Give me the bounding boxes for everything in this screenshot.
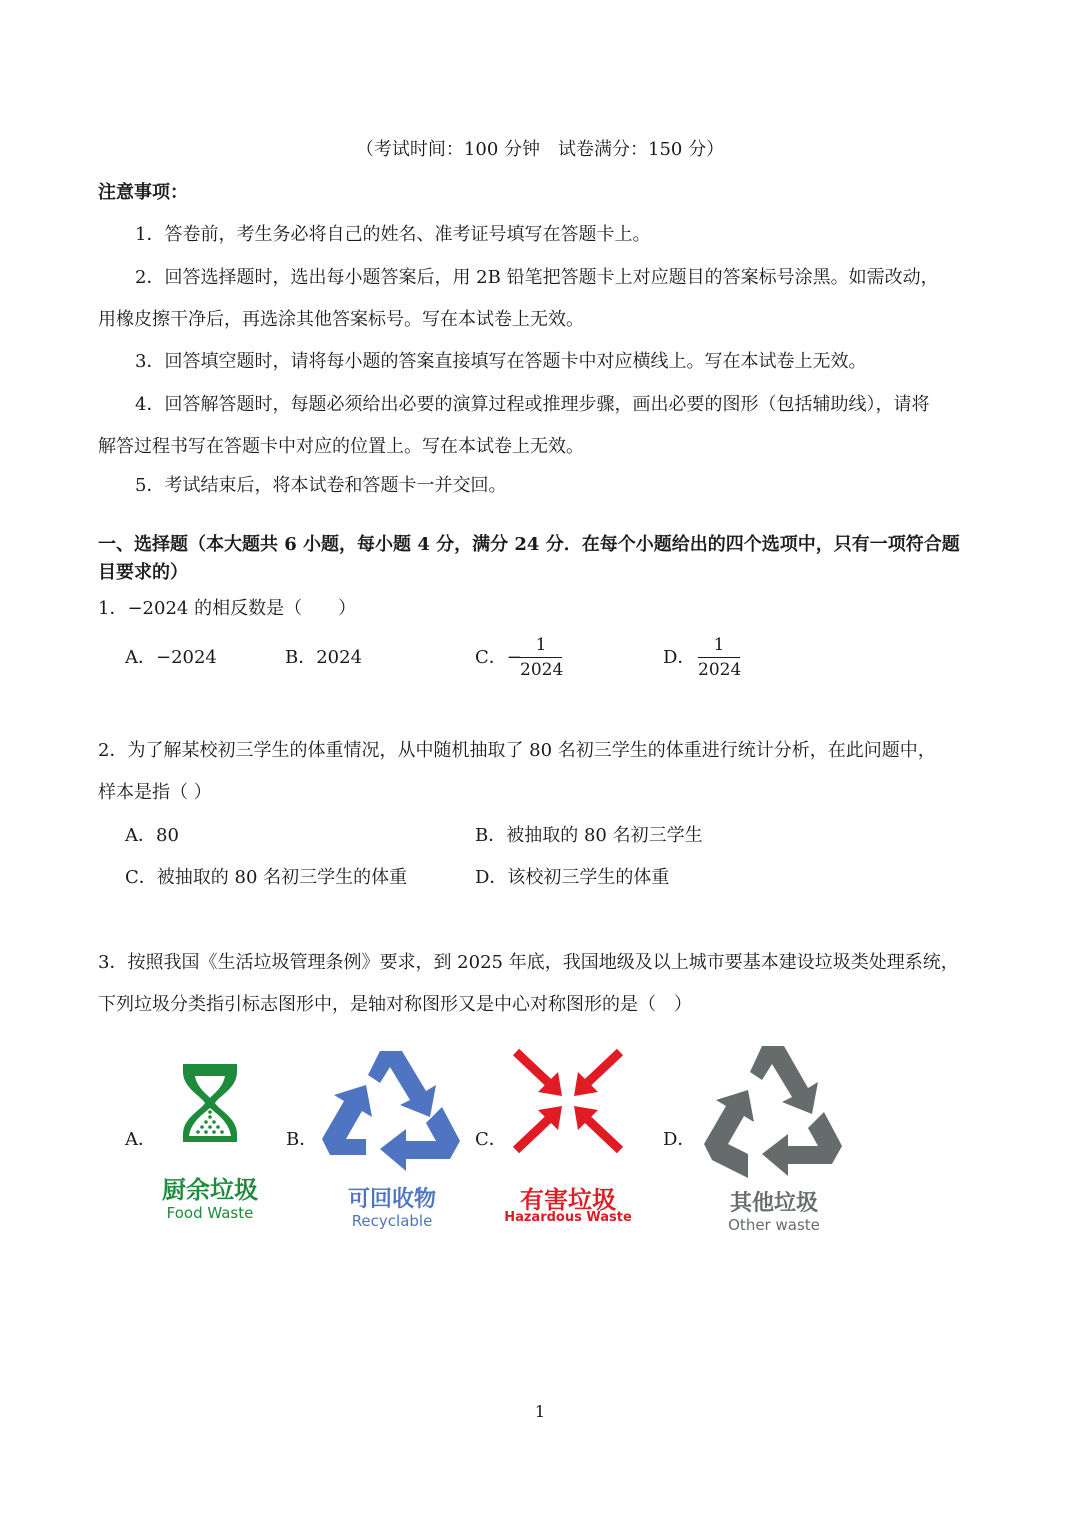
q1-option-c-label: C．−	[475, 647, 522, 668]
logo-a-en: Food Waste	[166, 1204, 254, 1222]
notice-title: 注意事项：	[98, 182, 188, 203]
logo-d-en: Other waste	[728, 1216, 820, 1234]
fraction-bar	[698, 657, 740, 658]
notice-item: 3．回答填空题时，请将每小题的答案直接填写在答题卡中对应横线上。写在本试卷上无效。	[135, 351, 867, 372]
q3-option-c-label: C．	[475, 1129, 507, 1150]
q3-option-d-label: D．	[663, 1129, 696, 1150]
notice-item: 2．回答选择题时，选出每小题答案后，用 2B 铅笔把答题卡上对应题目的答案标号涂黑。如需改动，	[135, 267, 939, 288]
recycle-icon	[704, 1042, 844, 1180]
q1-option-c-fraction	[520, 634, 562, 681]
q3-stem: 3．按照我国《生活垃圾管理条例》要求，到 2025 年底，我国地级及以上城市要基本建设垃圾类处理系统，	[98, 952, 959, 973]
fraction-bar	[520, 657, 562, 658]
q2-option-c: C．被抽取的 80 名初三学生的体重	[125, 867, 408, 888]
fraction-numerator: 1	[713, 635, 725, 655]
q2-option-d: D．该校初三学生的体重	[475, 867, 670, 888]
logo-c-cn: 有害垃圾	[520, 1186, 616, 1214]
q2-option-a: A．80	[125, 825, 179, 846]
section-title: 一、选择题（本大题共 6 小题，每小题 4 分，满分 24 分．在每个小题给出的四个选项中，只有一项符合题	[98, 534, 960, 555]
logo-b-cn: 可回收物	[347, 1187, 436, 1212]
fraction-denominator: 2024	[698, 660, 742, 680]
fraction-denominator: 2024	[520, 660, 564, 680]
notice-item: 解答过程书写在答题卡中对应的位置上。写在本试卷上无效。	[98, 436, 584, 457]
q3-option-b-label: B．	[286, 1129, 318, 1150]
logo-c-en: Hazardous Waste	[504, 1210, 632, 1225]
logo-a-cn: 厨余垃圾	[162, 1176, 258, 1204]
q2-option-b: B．被抽取的 80 名初三学生	[475, 825, 703, 846]
notice-item: 5．考试结束后，将本试卷和答题卡一并交回。	[135, 475, 507, 496]
notice-item: 1．答卷前，考生务必将自己的姓名、准考证号填写在答题卡上。	[135, 224, 651, 245]
notice-item: 用橡皮擦干净后，再选涂其他答案标号。写在本试卷上无效。	[98, 309, 584, 330]
inward-arrows-icon	[512, 1048, 624, 1154]
q1-option-b: B．2024	[285, 647, 363, 668]
recycle-icon	[322, 1045, 462, 1173]
q3-stem: 下列垃圾分类指引标志图形中，是轴对称图形又是中心对称图形的是（ ）	[98, 994, 692, 1015]
q3-option-a-label: A．	[125, 1129, 156, 1150]
exam-info: （考试时间：100 分钟 试卷满分：150 分）	[355, 139, 725, 160]
hourglass-icon	[175, 1058, 245, 1148]
q1-stem: 1．−2024 的相反数是（ ）	[98, 598, 357, 619]
q2-stem: 样本是指（ ）	[98, 782, 212, 803]
notice-item: 4．回答解答题时，每题必须给出必要的演算过程或推理步骤，画出必要的图形（包括辅助线），请将	[135, 394, 930, 415]
q1-option-d-fraction	[698, 634, 740, 681]
q1-option-d-label: D．	[663, 647, 696, 668]
logo-b-en: Recyclable	[351, 1212, 433, 1230]
page-number: 1	[534, 1402, 546, 1421]
q1-option-a: A．−2024	[125, 647, 217, 668]
q2-stem: 2．为了解某校初三学生的体重情况，从中随机抽取了 80 名初三学生的体重进行统计分析，在此问题中，	[98, 740, 936, 761]
fraction-numerator: 1	[535, 635, 547, 655]
logo-d-cn: 其他垃圾	[729, 1191, 818, 1216]
section-title: 目要求的）	[98, 562, 188, 583]
